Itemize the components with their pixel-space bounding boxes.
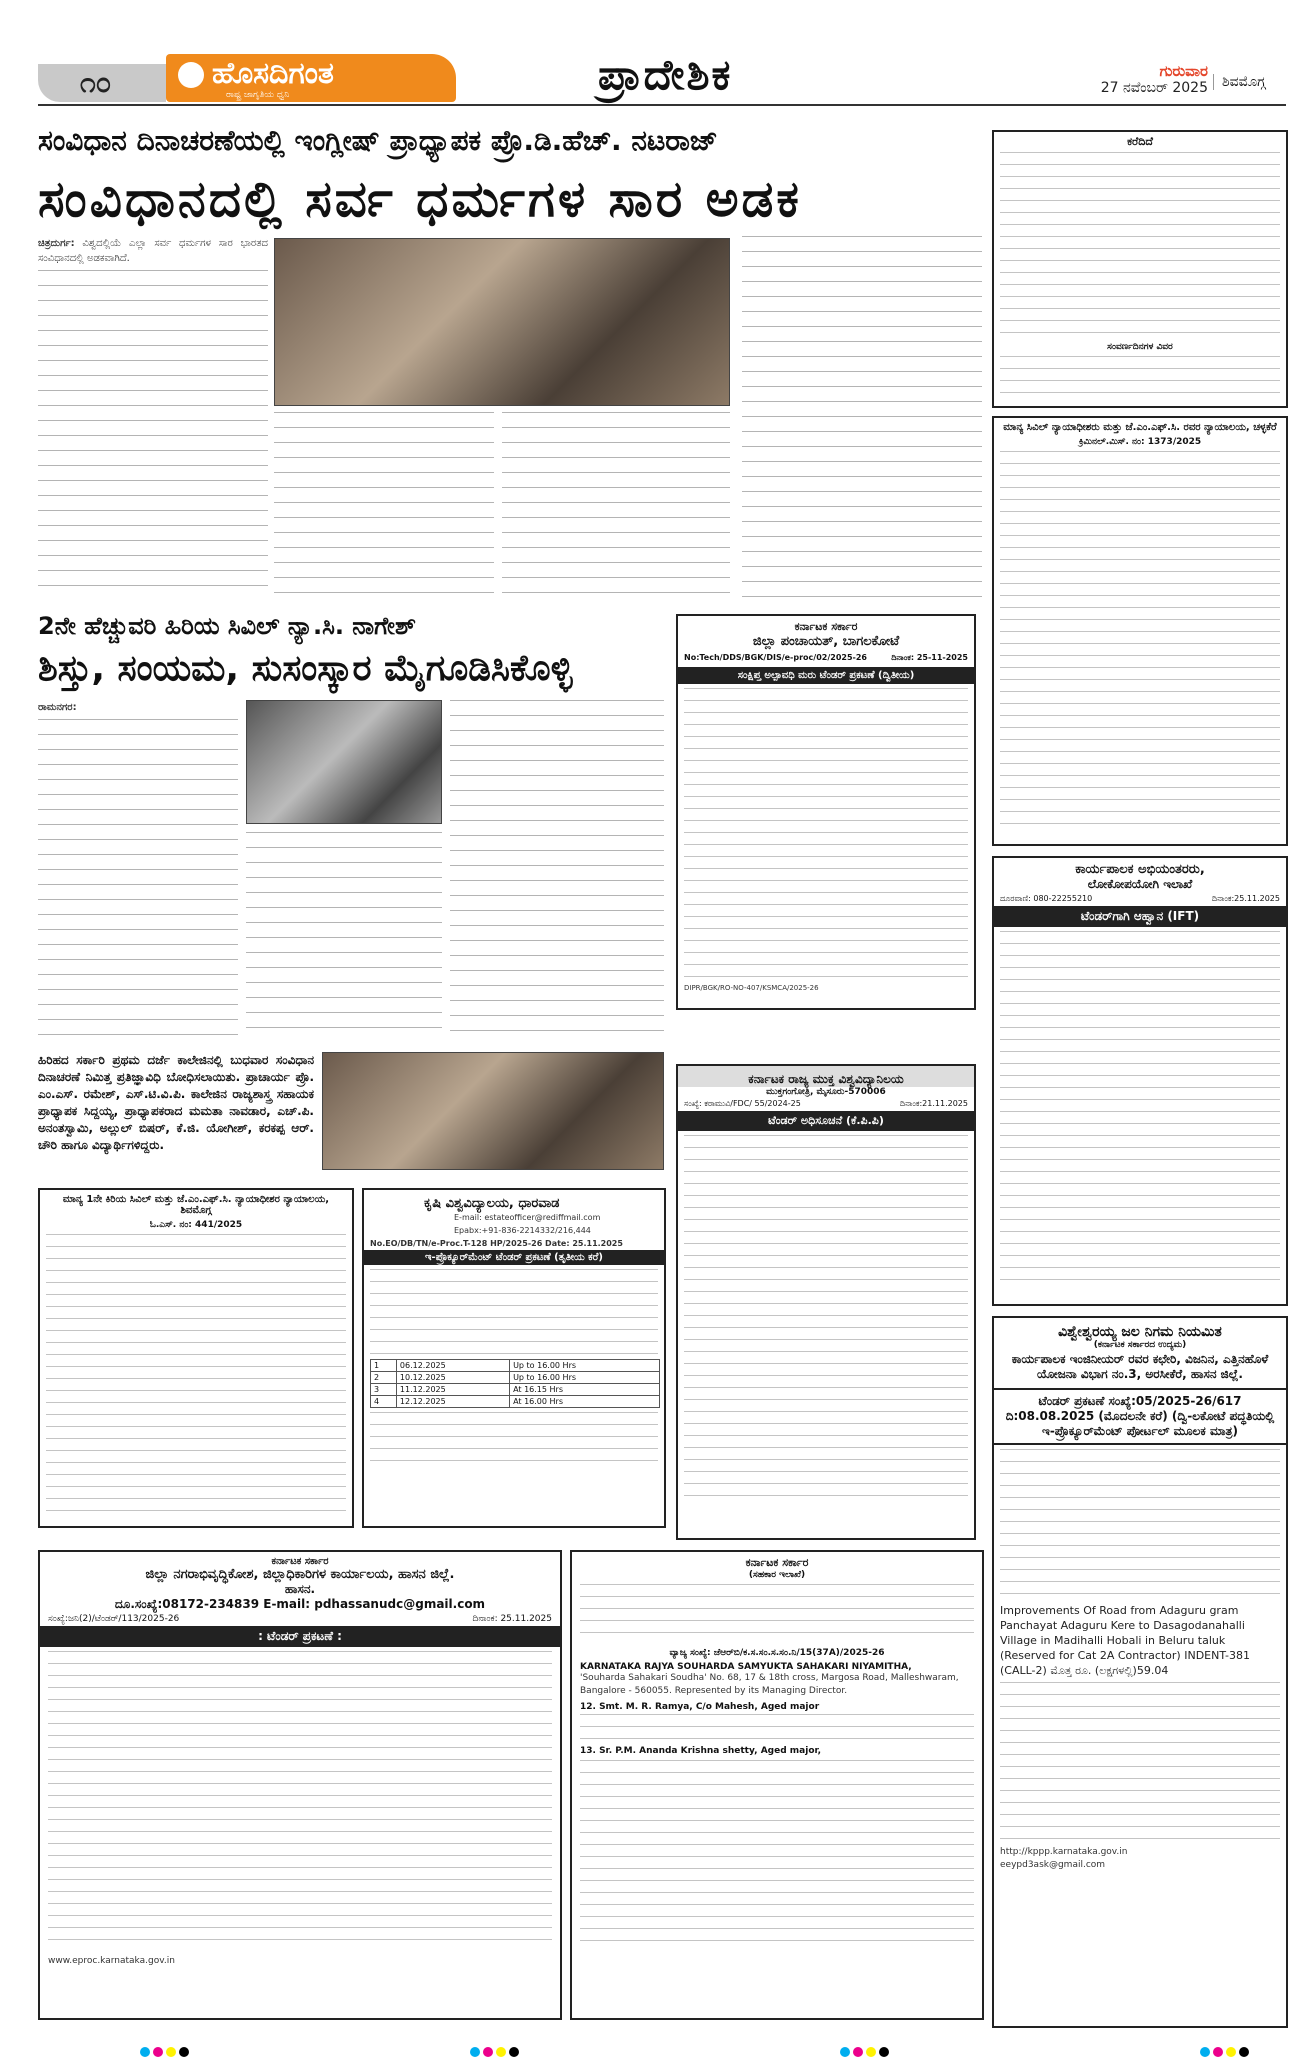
coop-sub: (ಸಹಕಾರ ಇಲಾಖೆ) <box>748 1570 806 1580</box>
lead-text-lines <box>38 270 268 598</box>
section-title: ಪ್ರಾದೇಶಿಕ <box>598 50 733 99</box>
registration-marks-3 <box>840 2042 900 2052</box>
pwd-band: ಟೆಂಡರ್‌ಗಾಗಿ ಆಹ್ವಾನ (IFT) <box>994 906 1286 927</box>
row-time: At 16.00 Hrs <box>510 1396 660 1408</box>
bagalkot-footer: DIPR/BGK/RO-NO-407/KSMCA/2025-26 <box>684 984 819 992</box>
ksou-title: ಕರ್ನಾಟಕ ರಾಜ್ಯ ಮುಕ್ತ ವಿಶ್ವವಿದ್ಯಾನಿಲಯ <box>678 1066 974 1087</box>
story2-text-lines <box>38 719 238 1039</box>
story2-photo <box>246 700 442 824</box>
court-lines <box>1000 451 1280 831</box>
row-number: 4 <box>371 1396 397 1408</box>
story2-headline: ಶಿಸ್ತು, ಸಂಯಮ, ಸುಸಂಸ್ಕಾರ ಮೈಗೂಡಿಸಿಕೊಳ್ಳಿ <box>38 648 573 689</box>
pwd-meta <box>994 892 1286 906</box>
page-number: ೧೦ <box>38 64 166 102</box>
logo-icon <box>178 62 204 88</box>
pwd-phone: ದೂರವಾಣಿ: 080-22255210 <box>1000 894 1093 903</box>
krishi-lines <box>370 1269 658 1355</box>
row-time: Up to 16.00 Hrs <box>510 1360 660 1372</box>
hassan-govt: ಕರ್ನಾಟಕ ಸರ್ಕಾರ <box>271 1556 329 1567</box>
krishi-title: ಕೃಷಿ ವಿಶ್ವವಿದ್ಯಾಲಯ, ಧಾರವಾಡ <box>424 1196 560 1211</box>
notice-lines <box>1000 152 1280 342</box>
row-date: 10.12.2025 <box>396 1372 509 1384</box>
krishi-phone: Epabx:+91-836-2214332/216,444 <box>454 1226 591 1235</box>
coop-lines-3 <box>580 1760 974 1950</box>
hassan-meta <box>40 1612 560 1626</box>
notice-pwd-tender <box>992 856 1288 1306</box>
jal-url: http://kppp.karnataka.gov.in <box>1000 1847 1128 1857</box>
lead-column-3 <box>502 412 730 598</box>
story2-column-2 <box>246 832 442 1040</box>
notice-bagalkot-tender <box>676 614 976 1010</box>
row-time: Up to 16.00 Hrs <box>510 1372 660 1384</box>
jal-work: Improvements Of Road from Adaguru gram Panchayat Adaguru Kere to Dasagodanahalli Village in Madihalli Hobali in Beluru taluk (Reserved for Cat 2A Contractor) INDENT-381 (CALL-2) ಮೊತ್ತ ರೂ. (ಲಕ್ಷಗಳಲ್ಲಿ)59.04 <box>1000 1604 1251 1677</box>
notice-lines-2 <box>1000 356 1280 396</box>
date: 27 ನವೆಂಬರ್ 2025 <box>1100 80 1208 96</box>
jal-office: ಕಾರ್ಯಪಾಲಕ ಇಂಜಿನೀಯರ್ ರವರ ಕಛೇರಿ, ವಿಜನಿನ, ಎತ್ತಿನಹೊಳೆ ಯೋಜನಾ ವಿಭಾಗ ನಂ.3, ಅರಸೀಕೆರೆ, ಹಾಸನ ಜಿಲ್ಲೆ. <box>1011 1352 1269 1381</box>
hassan-date: ದಿನಾಂಕ: 25.11.2025 <box>472 1614 552 1624</box>
lead-dateline: ಚಿತ್ರದುರ್ಗ: <box>38 238 75 249</box>
hassan-ref: ಸಂಖ್ಯೆ:ಜನಿ(2)/ಟೆಂಡರ್/113/2025-26 <box>48 1614 180 1624</box>
table-row <box>371 1360 660 1372</box>
coop-address: 'Souharda Sahakari Soudha' No. 68, 17 & 18th cross, Margosa Road, Malleshwaram, Bangalore - 560055. Represented by its Managing Director. <box>580 1673 959 1696</box>
court-name: ಮಾನ್ಯ ಸಿವಿಲ್ ನ್ಯಾಯಾಧೀಶರು ಮತ್ತು ಜೆ.ಎಂ.ಎಫ್.ಸಿ. ರವರ ನ್ಯಾಯಾಲಯ, ಚಳ್ಳಕೆರೆ <box>1003 422 1277 433</box>
lead-body-start: ವಿಶ್ವದಲ್ಲಿಯೆ ಎಲ್ಲಾ ಸರ್ವ ಧರ್ಮಗಳ ಸಾರ ಭಾರತದ ಸಂವಿಧಾನದಲ್ಲಿ ಅಡಕವಾಗಿದೆ. <box>38 238 268 264</box>
bagalkot-lines <box>684 688 968 978</box>
coop-case: ವ್ಯಾಜ್ಯ ಸಂಖ್ಯೆ: ಜೆಆರ್‌ಬಿ/ಕ.ಸ.ಸಂ.ಸ.ಸಂ.ನಿ/15(37A)/2025-26 <box>669 1648 885 1658</box>
registration-marks-2 <box>470 2042 530 2052</box>
bagalkot-govt: ಕರ್ನಾಟಕ ಸರ್ಕಾರ <box>794 620 858 633</box>
coop-lines <box>580 1584 974 1644</box>
jal-sub: (ಕರ್ನಾಟಕ ಸರ್ಕಾರದ ಉದ್ಯಮ) <box>1093 1340 1187 1350</box>
coop-lines-2 <box>580 1714 974 1744</box>
hassan-city: ಹಾಸನ. <box>284 1582 316 1596</box>
college-photo <box>322 1052 664 1170</box>
bagalkot-band: ಸಂಕ್ಷಿಪ್ತ ಅಲ್ಪಾವಧಿ ಮರು ಟೆಂಡರ್ ಪ್ರಕಟಣೆ (ದ್ವಿತೀಯ) <box>678 667 974 684</box>
lead-column-4 <box>742 236 982 598</box>
jal-title: ವಿಶ್ವೇಶ್ವರಯ್ಯ ಜಲ ನಿಗಮ ನಿಯಮಿತ <box>1058 1324 1222 1340</box>
court-left-title: ಮಾನ್ಯ 1ನೇ ಕಿರಿಯ ಸಿವಿಲ್ ಮತ್ತು ಜೆ.ಎಂ.ಎಫ್.ಸಿ. ನ್ಯಾಯಾಧೀಶರ ನ್ಯಾಯಾಲಯ, ಶಿವಮೊಗ್ಗ <box>62 1194 330 1216</box>
row-time: At 16.15 Hrs <box>510 1384 660 1396</box>
krishi-schedule-table <box>370 1359 660 1408</box>
story2-dateline: ರಾಮನಗರ: <box>38 702 77 713</box>
table-row <box>371 1384 660 1396</box>
date-block <box>1068 62 1208 96</box>
notice-shivamogga-court <box>38 1188 354 1528</box>
lead-kicker: ಸಂವಿಧಾನ ದಿನಾಚರಣೆಯಲ್ಲಿ ಇಂಗ್ಲೀಷ್ ಪ್ರಾಧ್ಯಾಪಕ ಪ್ರೊ.ಡಿ.ಹೆಚ್. ನಟರಾಜ್ <box>38 124 718 157</box>
hassan-band: : ಟೆಂಡರ್ ಪ್ರಕಟಣೆ : <box>40 1626 560 1647</box>
masthead <box>38 50 1286 106</box>
row-number: 3 <box>371 1384 397 1396</box>
notice-challakere-court <box>992 416 1288 846</box>
notice-title: ಕರೆದಿದೆ <box>1127 135 1153 148</box>
lead-headline: ಸಂವಿಧಾನದಲ್ಲಿ ಸರ್ವ ಧರ್ಮಗಳ ಸಾರ ಅಡಕ <box>38 170 802 228</box>
ksou-sub: ಮುಕ್ತಗಂಗೋತ್ರಿ, ಮೈಸೂರು-570006 <box>766 1087 886 1097</box>
row-date: 12.12.2025 <box>396 1396 509 1408</box>
notice-subtitle: ಸಂವರ್ಣದಿನಗಳ ವಿವರ <box>1107 342 1173 352</box>
ksou-lines <box>684 1135 968 1505</box>
hassan-contact: ದೂ.ಸಂಖ್ಯೆ:08172-234839 E-mail: pdhassanudc@gmail.com <box>114 1597 486 1611</box>
court-case: ಕ್ರಿಮಿನಲ್.ಮಿಸ್. ನಂ: 1373/2025 <box>1078 437 1202 447</box>
table-row <box>371 1372 660 1384</box>
notice-ksou-tender <box>676 1064 976 1540</box>
court-left-lines <box>46 1234 346 1514</box>
day: ಗುರುವಾರ <box>1159 62 1208 80</box>
lead-column-2 <box>274 412 494 598</box>
jal-email: eeypd3ask@gmail.com <box>1000 1860 1106 1870</box>
edition-city: ಶಿವಮೊಗ್ಗ <box>1213 74 1266 90</box>
coop-respondent-1: 12. Smt. M. R. Ramya, C/o Mahesh, Aged major <box>580 1702 820 1712</box>
brand-name: ಹೊಸದಿಗಂತ <box>212 56 334 91</box>
pwd-title: ಕಾರ್ಯಪಾಲಕ ಅಭಿಯಂತರರು, <box>1075 862 1205 877</box>
notice-cooperative <box>570 1550 984 2020</box>
coop-govt: ಕರ್ನಾಟಕ ಸರ್ಕಾರ <box>745 1556 809 1569</box>
krishi-band: ಇ-ಪ್ರೊಕ್ಯೂರ್‌ಮೆಂಟ್ ಟೆಂಡರ್ ಪ್ರಕಟಣೆ (ತೃತೀಯ ಕರೆ) <box>364 1250 664 1265</box>
row-date: 11.12.2025 <box>396 1384 509 1396</box>
hassan-dept: ಜಿಲ್ಲಾ ನಗರಾಭಿವೃದ್ಧಿಕೋಶ, ಜಿಲ್ಲಾಧಿಕಾರಿಗಳ ಕಾರ್ಯಾಲಯ, ಹಾಸನ ಜಿಲ್ಲೆ. <box>145 1567 455 1582</box>
table-row <box>371 1396 660 1408</box>
krishi-ref: No.EO/DB/TN/e-Proc.T-128 HP/2025-26 Date: 25.11.2025 <box>370 1239 623 1248</box>
lead-column-1 <box>38 236 268 598</box>
notice-krishi-tender <box>362 1188 666 1528</box>
brand-logo <box>166 54 456 102</box>
coop-respondent-2: 13. Sr. P.M. Ananda Krishna shetty, Aged major, <box>580 1746 822 1756</box>
lead-photo <box>274 238 730 406</box>
ksou-date: ದಿನಾಂಕ:21.11.2025 <box>899 1099 968 1108</box>
pwd-date: ದಿನಾಂಕ:25.11.2025 <box>1211 894 1280 903</box>
hassan-url: www.eproc.karnataka.gov.in <box>48 1956 175 1966</box>
court-left-case: ಓ.ಎಸ್. ನಂ: 441/2025 <box>149 1220 243 1230</box>
registration-marks-1 <box>140 2042 200 2052</box>
jal-lines-2 <box>1000 1682 1280 1842</box>
ksou-ref: ಸಂಖ್ಯೆ: ಕರಾಮುವಿ/FDC/ 55/2024-25 <box>684 1099 801 1108</box>
row-number: 1 <box>371 1360 397 1372</box>
hassan-lines <box>48 1651 552 1951</box>
row-number: 2 <box>371 1372 397 1384</box>
registration-marks-4 <box>1200 2042 1260 2052</box>
notice-jal-nigam-tender <box>992 1316 1288 2028</box>
krishi-lines-2 <box>370 1412 658 1462</box>
jal-lines <box>1000 1449 1280 1599</box>
pwd-lines <box>1000 931 1280 1281</box>
story2-kicker: 2ನೇ ಹೆಚ್ಚುವರಿ ಹಿರಿಯ ಸಿವಿಲ್ ನ್ಯಾ.ಸಿ. ನಾಗೇಶ್ <box>38 612 416 640</box>
notice-karedide <box>992 130 1288 408</box>
notice-hassan-tender <box>38 1550 562 2020</box>
brand-tagline: ರಾಷ್ಟ್ರ ಜಾಗೃತಿಯ ಧ್ವನಿ <box>226 90 290 100</box>
bagalkot-date: ದಿನಾಂಕ: 25-11-2025 <box>891 653 968 662</box>
ksou-meta <box>678 1097 974 1111</box>
jal-notice: ಟೆಂಡರ್ ಪ್ರಕಟಣೆ ಸಂಖ್ಯೆ:05/2025-26/617 ದಿ:08.08.2025 (ಮೊದಲನೇ ಕರೆ) (ದ್ವಿ-ಲಕೋಟೆ ಪದ್ಧತಿಯಲ್ಲಿ ಇ-ಪ್ರೊಕ್ಯೂರ್‌ಮೆಂಟ್ ಪೋರ್ಟಲ್ ಮೂಲಕ ಮಾತ್ರ) <box>994 1388 1286 1445</box>
ksou-band: ಟೆಂಡರ್ ಅಧಿಸೂಚನೆ (ಕೆ.ಪಿ.ಪಿ) <box>678 1111 974 1131</box>
story2-column-1 <box>38 700 238 1040</box>
pwd-sub: ಲೋಕೋಪಯೋಗಿ ಇಲಾಖೆ <box>1087 877 1193 891</box>
row-date: 06.12.2025 <box>396 1360 509 1372</box>
story2-column-3 <box>450 700 664 1040</box>
bagalkot-ref-row <box>678 649 974 667</box>
bagalkot-dept: ಜಿಲ್ಲಾ ಪಂಚಾಯತ್, ಬಾಗಲಕೋಟೆ <box>752 634 900 649</box>
bagalkot-ref: No:Tech/DDS/BGK/DIS/e-proc/02/2025-26 <box>684 653 867 662</box>
photo-caption: ಹಿರಿಹದ ಸರ್ಕಾರಿ ಪ್ರಥಮ ದರ್ಜೆ ಕಾಲೇಜಿನಲ್ಲಿ ಬುಧವಾರ ಸಂವಿಧಾನ ದಿನಾಚರಣೆ ನಿಮಿತ್ತ ಪ್ರತಿಜ್ಞಾವಿಧಿ ಬೋಧಿಸಲಾಯಿತು. ಪ್ರಾಚಾರ್ಯ ಪ್ರೊ. ಎಂ.ಎಸ್. ರಮೇಶ್, ಎಸ್.ಟಿ.ವಿ.ಪಿ. ಕಾಲೇಜಿನ ರಾಜ್ಯಶಾಸ್ತ್ರ ಸಹಾಯಕ ಪ್ರಾಧ್ಯಾಪಕ ಸಿದ್ದಯ್ಯ, ಪ್ರಾಧ್ಯಾಪಕರಾದ ಮಮತಾ ನಾವಡಾರ, ಎಚ್.ಪಿ. ಅನಂತಸ್ವಾಮಿ, ಅಲ್ಲುಲ್ ಬಿಷರ್, ಕೆ.ಜಿ. ಯೋಗೀಶ್, ಕರಕಪ್ಪ ಆರ್. ಚೌರಿ ಹಾಗೂ ವಿದ್ಯಾರ್ಥಿಗಳಿದ್ದರು. <box>38 1053 314 1152</box>
krishi-email: E-mail: estateofficer@rediffmail.com <box>454 1213 601 1222</box>
coop-party: KARNATAKA RAJYA SOUHARDA SAMYUKTA SAHAKARI NIYAMITHA, <box>580 1662 912 1672</box>
